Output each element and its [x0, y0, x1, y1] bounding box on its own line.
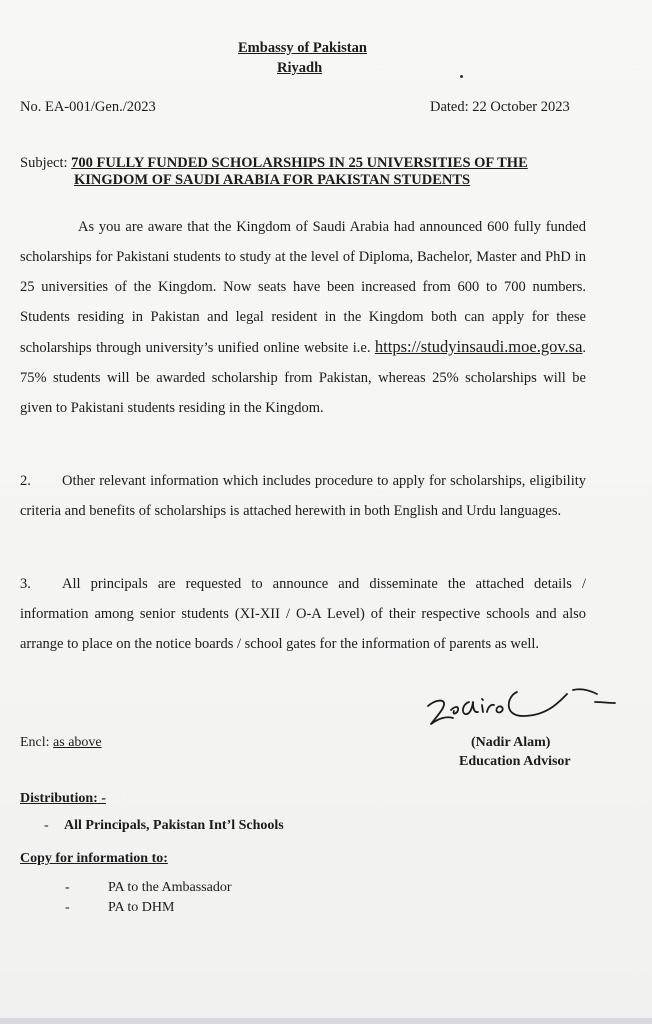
copy-item-1-dash: - — [65, 880, 70, 895]
paragraph-3-number: 3. — [20, 576, 31, 592]
enclosure-line — [20, 735, 102, 751]
paragraph-1 — [20, 212, 586, 423]
copy-heading: Copy for information to: — [20, 851, 168, 866]
handwritten-signature — [425, 672, 625, 734]
paragraph-3-text: All principals are requested to announce and disseminate the attached details / information among senior students (XI-XII / O-A Level) of their respective schools and also arrange to place on the notice boards / school gates for the information of parents as well. — [20, 576, 586, 652]
speck-mark — [460, 75, 463, 78]
paragraph-3 — [20, 569, 586, 659]
paragraph-2 — [20, 466, 586, 526]
embassy-city: Riyadh — [277, 60, 323, 76]
copy-item-2: PA to DHM — [108, 900, 175, 915]
letter-date: Dated: 22 October 2023 — [430, 99, 570, 115]
subject-label: Subject: — [20, 155, 68, 171]
reference-number: No. EA-001/Gen./2023 — [20, 99, 156, 115]
subject-title-1: 700 FULLY FUNDED SCHOLARSHIPS IN 25 UNIVERSITIES OF THE — [71, 155, 528, 171]
paragraph-1-text-b: . 75% students will be awarded scholarship from Pakistan, whereas 25% scholarships will be given to Pakistani students residing in the Kingdom. — [20, 340, 587, 416]
subject-title-2: KINGDOM OF SAUDI ARABIA FOR PAKISTAN STUDENTS — [74, 172, 471, 188]
copy-item-2-dash: - — [65, 900, 70, 915]
paragraph-2-text: Other relevant information which includes procedure to apply for scholarships, eligibility criteria and benefits of scholarships is attached herewith in both English and Urdu languages. — [20, 473, 586, 519]
enclosure-label: Encl: — [20, 735, 54, 750]
embassy-name: Embassy of Pakistan — [238, 40, 367, 56]
subject-line-2 — [74, 172, 470, 189]
paragraph-1-text-a: As you are aware that the Kingdom of Saudi Arabia had announced 600 fully funded scholarships for Pakistani students to study at the level of Diploma, Bachelor, Master and PhD in 25 universities of the Kingdom. Now seats have been increased from 600 to 700 numbers. Students residing in Pakistan and legal resident in the Kingdom both can apply for these scholarships through university’s unified online website i.e. — [20, 219, 586, 356]
signatory-name: (Nadir Alam) — [471, 735, 551, 750]
distribution-item-dash: - — [44, 818, 49, 833]
distribution-heading: Distribution: - — [20, 791, 106, 806]
page-bottom-edge — [0, 1018, 652, 1024]
signatory-title: Education Advisor — [459, 754, 571, 769]
enclosure-value: as above — [53, 735, 102, 750]
study-in-saudi-link[interactable]: https://studyinsaudi.moe.gov.sa — [374, 337, 583, 356]
copy-item-1: PA to the Ambassador — [108, 880, 232, 895]
subject-line-1 — [20, 155, 528, 172]
paragraph-2-number: 2. — [20, 473, 31, 489]
distribution-item: All Principals, Pakistan Int’l Schools — [64, 818, 284, 833]
